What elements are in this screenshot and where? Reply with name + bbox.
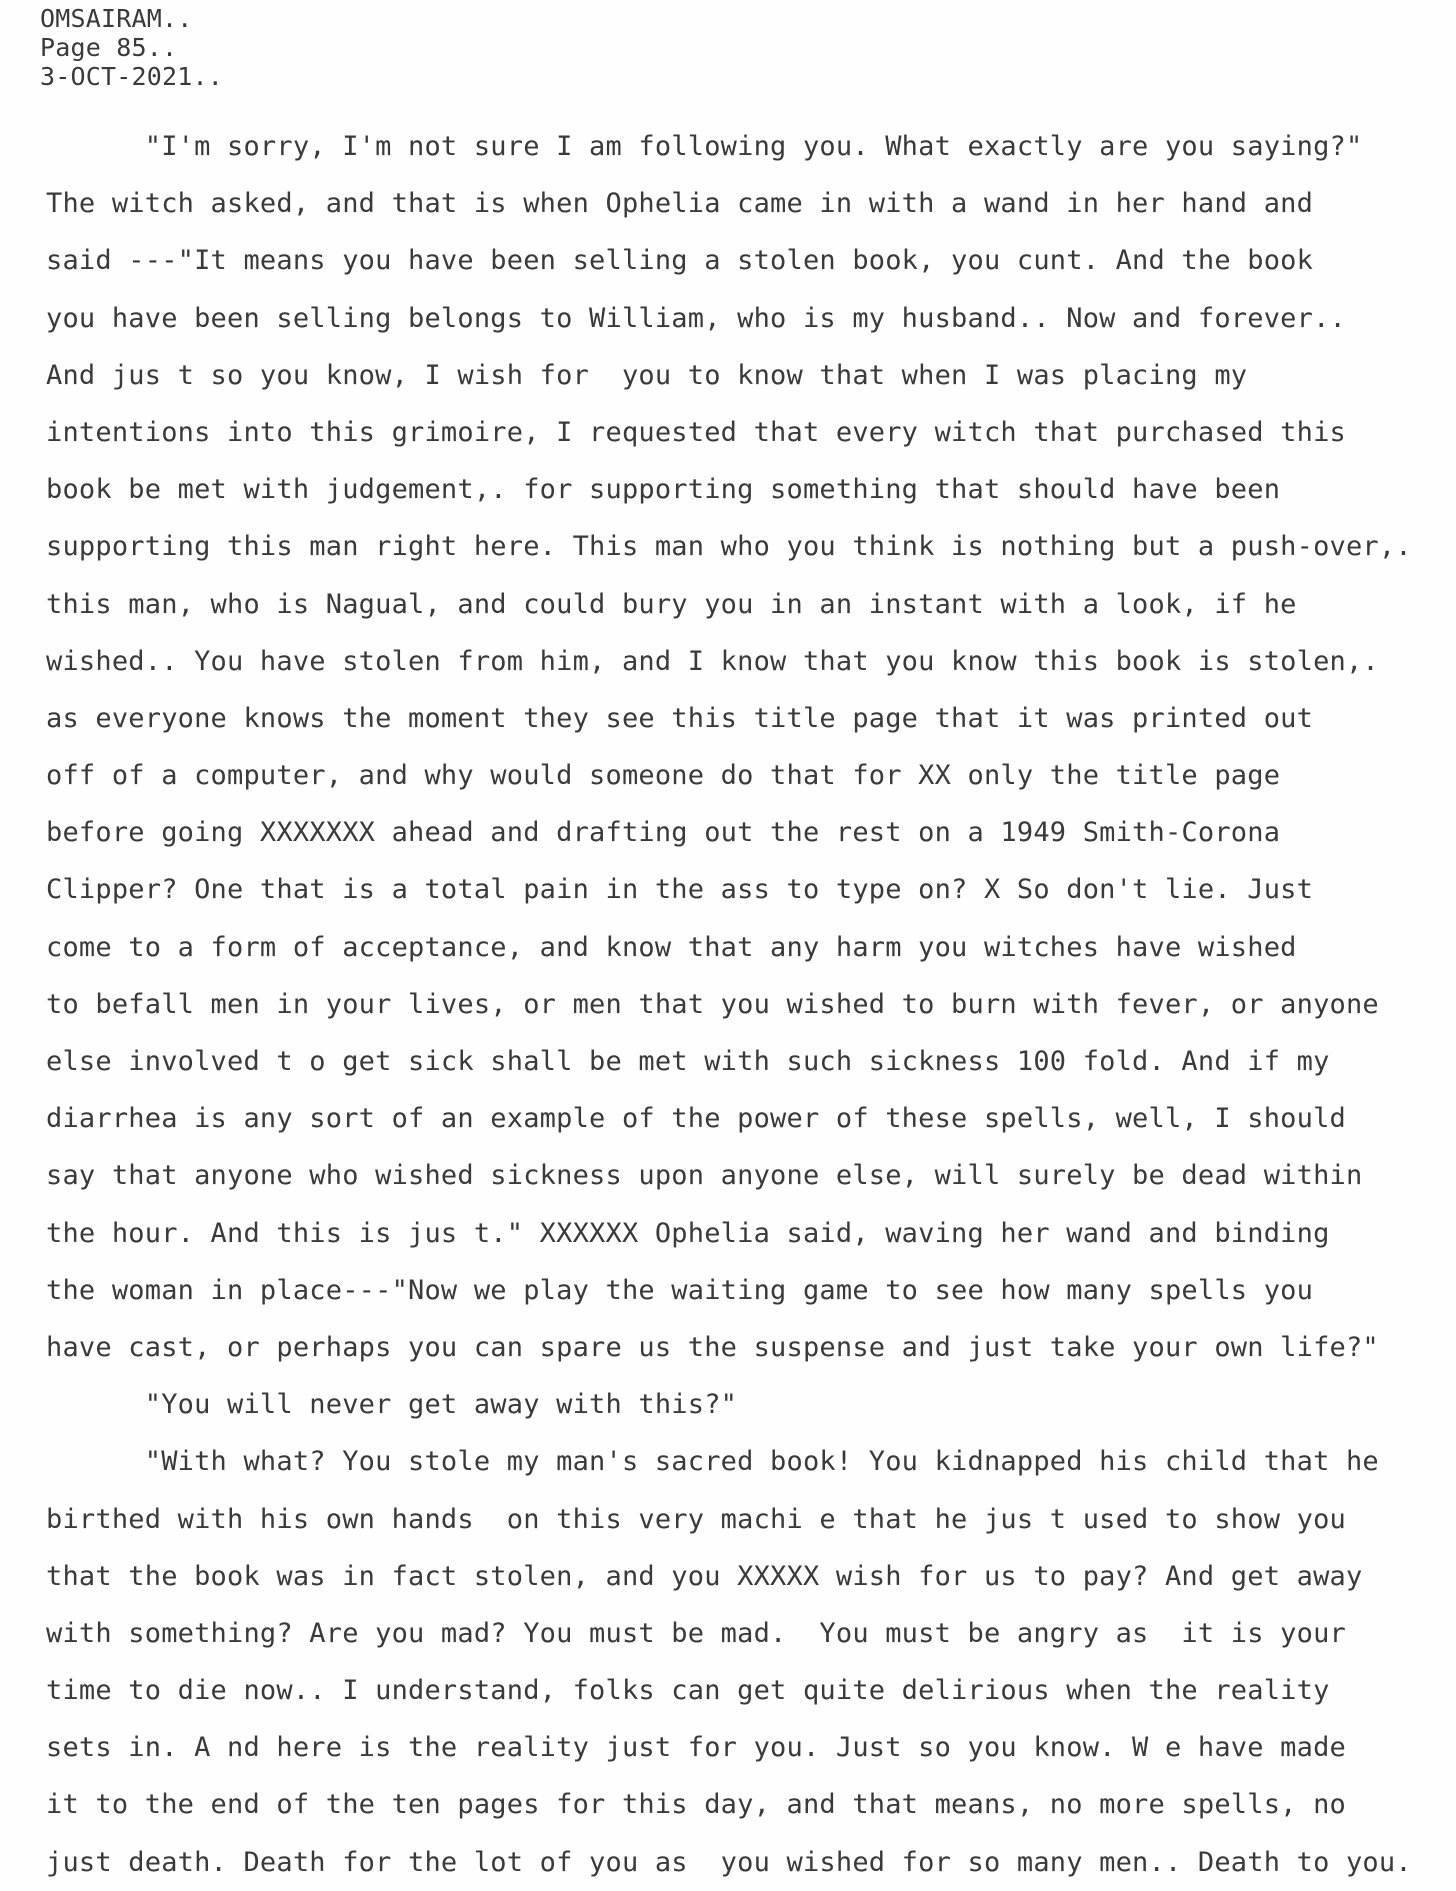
text-line: "With what? You stole my man's sacred book! You kidnapped his child that he xyxy=(46,1446,1379,1478)
text-line: book be met with judgement,. for supporting something that should have been xyxy=(46,474,1281,506)
text-line: the hour. And this is jus t." XXXXXX Ophelia said, waving her wand and binding xyxy=(46,1217,1330,1249)
text-line: time to die now.. I understand, folks can get quite delirious when the reality xyxy=(46,1675,1330,1707)
text-line: with something? Are you mad? You must be mad. You must be angry as it is your xyxy=(46,1617,1346,1649)
text-line: this man, who is Nagual, and could bury you in an instant with a look, if he xyxy=(46,588,1297,620)
text-line: birthed with his own hands on this very machi e that he jus t used to show you xyxy=(46,1503,1346,1535)
text-line: supporting this man right here. This man who you think is nothing but a push-over,. xyxy=(46,531,1412,563)
text-line: the woman in place---"Now we play the waiting game to see how many spells you xyxy=(46,1274,1314,1306)
text-line: it to the end of the ten pages for this day, and that means, no more spells, no xyxy=(46,1789,1346,1821)
text-line: just death. Death for the lot of you as you wished for so many men.. Death to you. xyxy=(46,1846,1412,1878)
header-date: 3-OCT-2021.. xyxy=(40,62,224,91)
text-line: The witch asked, and that is when Ophelia came in with a wand in her hand and xyxy=(46,188,1314,220)
text-line: Clipper? One that is a total pain in the ass to type on? X So don't lie. Just xyxy=(46,874,1314,906)
header-page-number: Page 85.. xyxy=(40,33,178,62)
text-line: have cast, or perhaps you can spare us the suspense and just take your own life?" xyxy=(46,1331,1379,1363)
typed-body-text xyxy=(46,118,1426,1891)
page-header xyxy=(40,4,223,91)
text-line: off of a computer, and why would someone do that for XX only the title page xyxy=(46,760,1281,792)
text-line: diarrhea is any sort of an example of the power of these spells, well, I should xyxy=(46,1103,1346,1135)
text-line: sets in. A nd here is the reality just for you. Just so you know. W e have made xyxy=(46,1732,1346,1764)
text-line: And jus t so you know, I wish for you to know that when I was placing my xyxy=(46,359,1248,391)
text-line: that the book was in fact stolen, and you XXXXX wish for us to pay? And get away xyxy=(46,1560,1363,1592)
header-om-sairam: OMSAIRAM.. xyxy=(40,4,193,33)
text-line: said ---"It means you have been selling a stolen book, you cunt. And the book xyxy=(46,245,1314,277)
text-line: wished.. You have stolen from him, and I know that you know this book is stolen,. xyxy=(46,645,1379,677)
text-line: come to a form of acceptance, and know that any harm you witches have wished xyxy=(46,931,1297,963)
text-line: say that anyone who wished sickness upon anyone else, will surely be dead within xyxy=(46,1160,1363,1192)
text-line: intentions into this grimoire, I requested that every witch that purchased this xyxy=(46,416,1346,448)
text-line: to befall men in your lives, or men that you wished to burn with fever, or anyone xyxy=(46,988,1379,1020)
text-line: "I'm sorry, I'm not sure I am following you. What exactly are you saying?" xyxy=(46,131,1363,162)
text-line: else involved t o get sick shall be met with such sickness 100 fold. And if my xyxy=(46,1046,1330,1077)
text-line: before going XXXXXXX ahead and drafting out the rest on a 1949 Smith-Corona xyxy=(46,817,1281,849)
text-line: you have been selling belongs to William, who is my husband.. Now and forever.. xyxy=(46,302,1346,334)
text-line: as everyone knows the moment they see this title page that it was printed out xyxy=(46,702,1314,734)
text-line: "You will never get away with this?" xyxy=(46,1389,738,1421)
